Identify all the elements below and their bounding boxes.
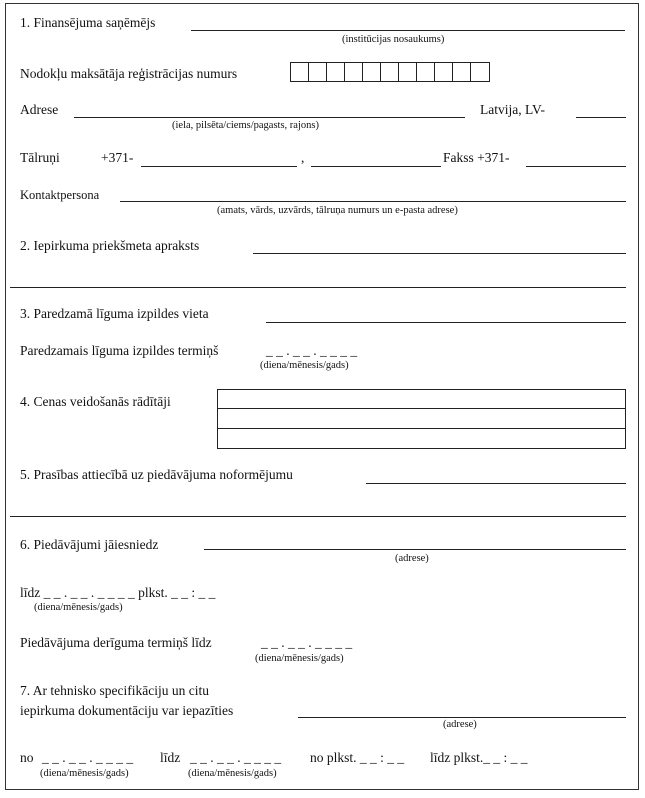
tax-number-label: Nodokļu maksātāja reģistrācijas numurs bbox=[20, 66, 238, 81]
tax-digit-cell[interactable] bbox=[327, 63, 345, 81]
submission-deadline-hint: (diena/mēnesis/gads) bbox=[34, 602, 123, 613]
procurement-description-field[interactable] bbox=[253, 253, 626, 254]
formatting-requirements-field[interactable] bbox=[366, 483, 626, 484]
time-to[interactable]: līdz plkst._ _ : _ _ bbox=[430, 750, 528, 765]
phone-1-field[interactable] bbox=[141, 166, 297, 167]
tax-digit-cell[interactable] bbox=[417, 63, 435, 81]
institution-name-hint: (institūcijas nosaukums) bbox=[342, 34, 445, 45]
contract-term-hint: (diena/mēnesis/gads) bbox=[260, 360, 349, 371]
to-date-hint: (diena/mēnesis/gads) bbox=[188, 768, 277, 779]
to-label: līdz bbox=[160, 750, 181, 765]
contact-person-field[interactable] bbox=[120, 201, 626, 202]
section-3-label: 3. Paredzamā līguma izpildes vieta bbox=[20, 306, 209, 321]
phone-prefix: +371- bbox=[101, 150, 134, 165]
section-7-label-line-2: iepirkuma dokumentāciju var iepazīties bbox=[20, 703, 234, 718]
tax-digit-cell[interactable] bbox=[471, 63, 489, 81]
time-from[interactable]: no plkst. _ _ : _ _ bbox=[310, 750, 405, 765]
phone-separator: , bbox=[301, 150, 305, 165]
fax-field[interactable] bbox=[526, 166, 626, 167]
submission-address-field[interactable] bbox=[204, 549, 626, 550]
fax-label: Fakss +371- bbox=[443, 150, 510, 165]
section-5-label: 5. Prasības attiecībā uz piedāvājuma noformējumu bbox=[20, 467, 293, 482]
phones-label: Tālruņi bbox=[20, 150, 60, 165]
tax-digit-cell[interactable] bbox=[453, 63, 471, 81]
documentation-address-hint: (adrese) bbox=[443, 719, 477, 730]
tax-digit-cell[interactable] bbox=[363, 63, 381, 81]
phone-2-field[interactable] bbox=[311, 166, 441, 167]
contract-term-date[interactable]: _ _ . _ _ . _ _ _ _ bbox=[266, 343, 358, 358]
postal-code-field[interactable] bbox=[576, 117, 626, 118]
tax-digit-cell[interactable] bbox=[381, 63, 399, 81]
to-date[interactable]: _ _ . _ _ . _ _ _ _ bbox=[190, 750, 282, 765]
tax-digit-cell[interactable] bbox=[399, 63, 417, 81]
section-6-label: 6. Piedāvājumi jāiesniedz bbox=[20, 537, 159, 552]
procurement-description-line-2[interactable] bbox=[10, 287, 626, 288]
tax-digit-cell[interactable] bbox=[291, 63, 309, 81]
submission-address-hint: (adrese) bbox=[395, 553, 429, 564]
offer-validity-date[interactable]: _ _ . _ _ . _ _ _ _ bbox=[261, 635, 353, 650]
contract-location-field[interactable] bbox=[266, 322, 626, 323]
address-label: Adrese bbox=[20, 102, 59, 117]
contract-term-label: Paredzamais līguma izpildes termiņš bbox=[20, 343, 219, 358]
price-indicators-row[interactable] bbox=[218, 429, 625, 448]
institution-name-field[interactable] bbox=[191, 30, 625, 31]
from-label: no bbox=[20, 750, 34, 765]
section-2-label: 2. Iepirkuma priekšmeta apraksts bbox=[20, 238, 200, 253]
price-indicators-row[interactable] bbox=[218, 390, 625, 409]
contact-person-label: Kontaktpersona bbox=[20, 188, 100, 202]
offer-validity-label: Piedāvājuma derīguma termiņš līdz bbox=[20, 635, 212, 650]
address-field[interactable] bbox=[74, 117, 465, 118]
price-indicators-table[interactable] bbox=[217, 389, 626, 449]
section-1-label: 1. Finansējuma saņēmējs bbox=[20, 15, 156, 30]
price-indicators-row[interactable] bbox=[218, 409, 625, 428]
documentation-address-field[interactable] bbox=[298, 717, 626, 718]
country-postal-label: Latvija, LV- bbox=[480, 102, 545, 117]
contact-person-hint: (amats, vārds, uzvārds, tālruņa numurs un e-pasta adrese) bbox=[217, 205, 458, 216]
tax-digit-cell[interactable] bbox=[435, 63, 453, 81]
from-date-hint: (diena/mēnesis/gads) bbox=[40, 768, 129, 779]
tax-digit-cell[interactable] bbox=[309, 63, 327, 81]
tax-number-field[interactable] bbox=[290, 62, 490, 82]
section-4-label: 4. Cenas veidošanās rādītāji bbox=[20, 394, 171, 409]
submission-deadline[interactable]: līdz _ _ . _ _ . _ _ _ _ plkst. _ _ : _ _ bbox=[20, 585, 216, 600]
address-hint: (iela, pilsēta/ciems/pagasts, rajons) bbox=[172, 120, 319, 131]
tax-digit-cell[interactable] bbox=[345, 63, 363, 81]
offer-validity-hint: (diena/mēnesis/gads) bbox=[255, 653, 344, 664]
section-7-label-line-1: 7. Ar tehnisko specifikāciju un citu bbox=[20, 683, 209, 698]
formatting-requirements-line-2[interactable] bbox=[10, 516, 626, 517]
from-date[interactable]: _ _ . _ _ . _ _ _ _ bbox=[42, 750, 134, 765]
